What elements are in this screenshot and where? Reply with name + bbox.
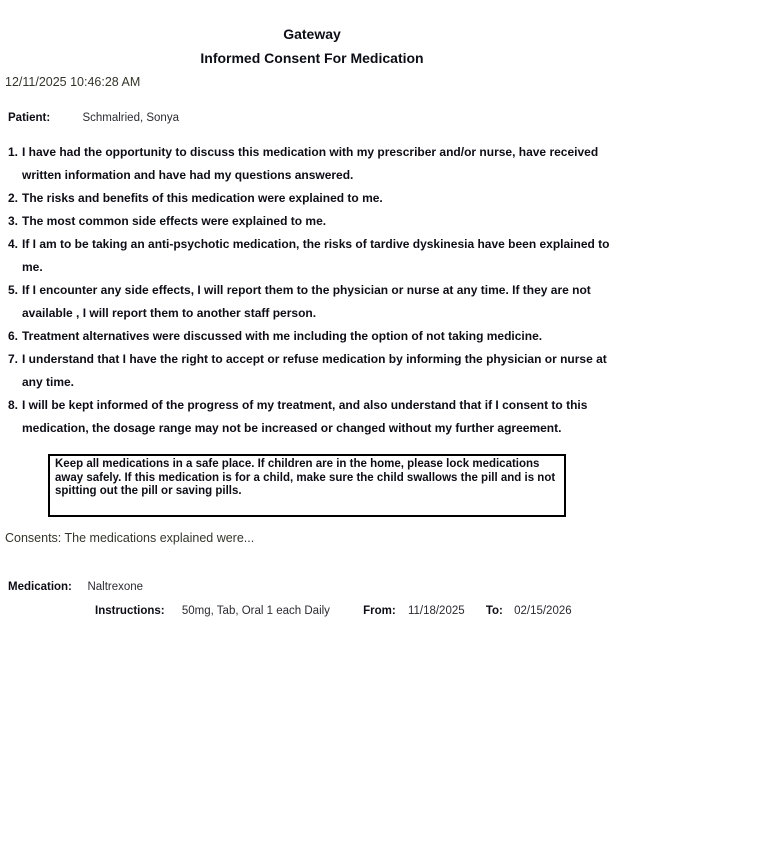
- consent-item-text: The risks and benefits of this medication were explained to me.: [22, 191, 383, 205]
- consent-statement-list: [0, 141, 620, 440]
- report-timestamp: 12/11/2025 10:46:28 AM: [5, 75, 141, 89]
- from-label: From:: [363, 604, 396, 617]
- consent-item-number: 4.: [8, 237, 19, 251]
- consent-item-number: 8.: [8, 398, 19, 412]
- to-date: 02/15/2026: [514, 604, 572, 617]
- consent-item-8: [8, 394, 620, 440]
- patient-row: [0, 108, 624, 126]
- consent-item-2: [8, 187, 620, 210]
- medication-row: [0, 577, 624, 595]
- consent-item-text: The most common side effects were explained to me.: [22, 214, 327, 228]
- consent-item-number: 7.: [8, 352, 19, 366]
- consents-summary: Consents: The medications explained were...: [5, 530, 255, 545]
- consent-item-number: 1.: [8, 145, 19, 159]
- from-date: 11/18/2025: [407, 604, 465, 617]
- safety-notice-box: [48, 454, 566, 517]
- consent-item-number: 5.: [8, 283, 19, 297]
- safety-notice-text: Keep all medications in a safe place. If children are in the home, please lock medications away safely. If this medication is for a child, make sure the child swallows the pill and is not spitting out the pill or saving pills.: [55, 458, 556, 497]
- consent-item-6: [8, 325, 620, 348]
- patient-label: Patient:: [8, 112, 51, 124]
- medication-name: Naltrexone: [87, 580, 144, 593]
- instructions-row: [0, 605, 624, 617]
- consent-item-number: 6.: [8, 329, 19, 343]
- org-title: Gateway: [283, 26, 341, 42]
- consent-item-text: I have had the opportunity to discuss this medication with my prescriber and/or nurse, have received written information and have had my questions answered.: [22, 145, 599, 182]
- consent-item-3: [8, 210, 620, 233]
- consent-item-text: If I encounter any side effects, I will report them to the physician or nurse at any time. If they are not available , I will report them to another staff person.: [22, 283, 591, 320]
- consent-item-4: [8, 233, 620, 279]
- consent-item-text: If I am to be taking an anti-psychotic medication, the risks of tardive dyskinesia have been explained to me.: [22, 237, 610, 274]
- consent-item-text: Treatment alternatives were discussed with me including the option of not taking medicine.: [22, 329, 543, 343]
- form-title: Informed Consent For Medication: [200, 50, 424, 66]
- document-header: [0, 0, 624, 66]
- medication-label: Medication:: [8, 580, 72, 593]
- consent-item-number: 2.: [8, 191, 19, 205]
- consent-item-1: [8, 141, 620, 187]
- consent-item-text: I will be kept informed of the progress of my treatment, and also understand that if I consent to this medication, the dosage range may not be increased or changed without my further agreement.: [22, 398, 588, 435]
- instructions-value: 50mg, Tab, Oral 1 each Daily: [181, 604, 330, 617]
- consent-item-7: [8, 348, 620, 394]
- consent-item-text: I understand that I have the right to accept or refuse medication by informing the physician or nurse at any time.: [22, 352, 607, 389]
- instructions-label: Instructions:: [95, 604, 165, 617]
- to-label: To:: [485, 604, 503, 617]
- consent-item-number: 3.: [8, 214, 19, 228]
- consent-item-5: [8, 279, 620, 325]
- patient-name: Schmalried, Sonya: [82, 112, 179, 124]
